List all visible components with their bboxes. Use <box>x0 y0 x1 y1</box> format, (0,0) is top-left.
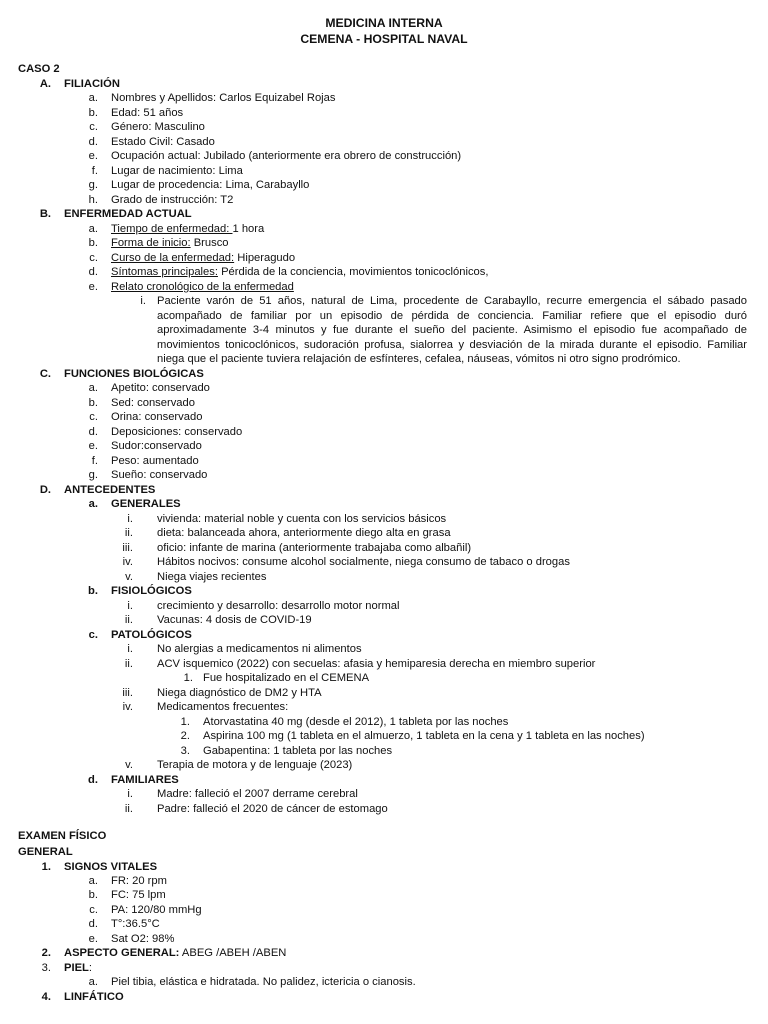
list-item: Niega viajes recientes <box>157 571 267 583</box>
list-item: Edad: 51 años <box>111 107 184 119</box>
list-item: Sed: conservado <box>111 397 195 409</box>
aspecto-general-line <box>64 946 286 960</box>
list-marker: i. <box>127 788 133 800</box>
list-item: Sueño: conservado <box>111 469 208 481</box>
list-marker: i. <box>127 513 133 525</box>
list-marker: iv. <box>122 701 133 713</box>
list-item: Lugar de procedencia: Lima, Carabayllo <box>111 179 310 191</box>
list-item: PA: 120/80 mmHg <box>111 904 202 916</box>
list-item: vivienda: material noble y cuenta con los servicios básicos <box>157 513 447 525</box>
list-item: No alergias a medicamentos ni alimentos <box>157 643 362 655</box>
list-item: Niega diagnóstico de DM2 y HTA <box>157 687 322 699</box>
list-item: Medicamentos frecuentes: <box>157 701 289 713</box>
list-marker: c. <box>89 252 98 264</box>
list-marker: g. <box>88 179 98 191</box>
item-label: Curso de la enfermedad: <box>111 252 235 264</box>
piel-line <box>64 961 92 975</box>
list-marker: a. <box>88 223 98 235</box>
list-marker: 3. <box>41 962 51 974</box>
list-marker: 1. <box>41 861 51 873</box>
list-marker: iii. <box>122 542 133 554</box>
list-marker: b. <box>88 889 98 901</box>
list-item: crecimiento y desarrollo: desarrollo motor normal <box>157 600 400 612</box>
list-marker: e. <box>88 281 98 293</box>
item-label: Tiempo de enfermedad: <box>111 223 233 235</box>
section-heading: EXAMEN FÍSICO <box>18 830 107 842</box>
document-title: MEDICINA INTERNA <box>325 16 443 30</box>
list-item: Gabapentina: 1 tableta por las noches <box>203 745 393 757</box>
item-value: Brusco <box>190 237 229 249</box>
list-marker: ii. <box>124 658 133 670</box>
section-heading: FILIACIÓN <box>64 78 120 90</box>
list-marker: ii. <box>124 803 133 815</box>
linfatico-heading: LINFÁTICO <box>64 991 124 1003</box>
list-marker: b. <box>88 237 98 249</box>
list-item: Fue hospitalizado en el CEMENA <box>203 672 370 684</box>
subsection-heading: FISIOLÓGICOS <box>111 585 192 597</box>
list-marker: g. <box>88 469 98 481</box>
item-colon: : <box>88 962 92 974</box>
list-item: Piel tibia, elástica e hidratada. No palidez, ictericia o cianosis. <box>111 976 416 988</box>
list-marker: 4. <box>41 991 51 1003</box>
list-item <box>111 236 229 250</box>
list-marker: f. <box>91 165 98 177</box>
case-title: CASO 2 <box>18 63 60 75</box>
list-item: Sat O2: 98% <box>111 933 175 945</box>
list-item: Estado Civil: Casado <box>111 136 215 148</box>
section-marker: A. <box>39 78 51 90</box>
list-marker: a. <box>88 976 98 988</box>
list-marker: iii. <box>122 687 133 699</box>
subsection-heading: GENERALES <box>111 498 181 510</box>
list-item: Aspirina 100 mg (1 tableta en el almuerzo, 1 tableta en la cena y 1 tableta en las noches) <box>203 730 645 742</box>
list-marker: a. <box>88 92 98 104</box>
list-marker: iv. <box>122 556 133 568</box>
item-label: Síntomas principales: <box>111 266 218 278</box>
list-item: T°:36.5°C <box>111 918 160 930</box>
subsection-marker: c. <box>88 629 98 641</box>
list-item: dieta: balanceada ahora, anteriormente diego alta en grasa <box>157 527 451 539</box>
list-marker: 1. <box>180 716 190 728</box>
list-marker: h. <box>88 194 98 206</box>
list-marker: f. <box>91 455 98 467</box>
list-marker: c. <box>89 411 98 423</box>
list-item: Nombres y Apellidos: Carlos Equizabel Rojas <box>111 92 336 104</box>
item-value: Hiperagudo <box>234 252 296 264</box>
list-marker: c. <box>89 904 98 916</box>
list-marker: e. <box>88 933 98 945</box>
list-item: Grado de instrucción: T2 <box>111 194 234 206</box>
subsection-heading: FAMILIARES <box>111 774 179 786</box>
list-item: FC: 75 lpm <box>111 889 166 901</box>
item-value: ABEG /ABEH /ABEN <box>179 947 287 959</box>
list-marker: i. <box>127 600 133 612</box>
list-marker: b. <box>88 397 98 409</box>
list-marker: ii. <box>124 614 133 626</box>
list-item: FR: 20 rpm <box>111 875 167 887</box>
section-heading: FUNCIONES BIOLÓGICAS <box>64 368 204 380</box>
subsection-heading: PATOLÓGICOS <box>111 629 192 641</box>
list-item <box>111 222 264 236</box>
section-heading: ENFERMEDAD ACTUAL <box>64 208 192 220</box>
item-label: PIEL <box>64 962 89 974</box>
list-marker: a. <box>88 875 98 887</box>
section-marker: D. <box>39 484 51 496</box>
list-marker: c. <box>89 121 98 133</box>
subsection-marker: d. <box>88 774 98 786</box>
list-item: Orina: conservado <box>111 411 203 423</box>
section-marker: C. <box>39 368 51 380</box>
list-marker: 2. <box>41 947 51 959</box>
list-item: Madre: falleció el 2007 derrame cerebral <box>157 788 358 800</box>
item-label: Relato cronológico de la enfermedad <box>111 281 294 293</box>
list-marker: d. <box>88 266 98 278</box>
list-marker: i. <box>140 295 146 307</box>
list-marker: e. <box>88 150 98 162</box>
list-marker: e. <box>88 440 98 452</box>
list-marker: d. <box>88 918 98 930</box>
item-label: Forma de inicio: <box>111 237 191 249</box>
list-marker: i. <box>127 643 133 655</box>
subsection-marker: b. <box>88 585 98 597</box>
list-marker: d. <box>88 426 98 438</box>
list-item: Peso: aumentado <box>111 455 199 467</box>
list-item: Hábitos nocivos: consume alcohol socialmente, niega consumo de tabaco o drogas <box>157 556 570 568</box>
list-marker: v. <box>125 571 133 583</box>
relato-paragraph: Paciente varón de 51 años, natural de Lima, procedente de Carabayllo, recurre emergencia el sábado pasado acompañado de familiar por un episodio de pérdida de conciencia. Familiar refiere que el episodio duró aproximadamente 3-4 minutos y fue durante el sueño del paciente. Asimismo el episodio fue acompañado de movimientos tonicoclónicos, sudoración profusa, sialorrea y desviación de la mirada durante el episodio. Familiar niega que el paciente tuviera relajación de esfínteres, cefalea, náuseas, vómitos ni otro signo prodrómico. <box>157 295 747 366</box>
list-marker: 2. <box>180 730 190 742</box>
section-marker: B. <box>39 208 51 220</box>
item-value: Pérdida de la conciencia, movimientos tonicoclónicos, <box>217 266 489 278</box>
subsection-heading: GENERAL <box>18 846 73 858</box>
list-item <box>111 265 488 279</box>
list-item: Lugar de nacimiento: Lima <box>111 165 243 177</box>
list-item: Ocupación actual: Jubilado (anteriormente era obrero de construcción) <box>111 150 462 162</box>
list-marker: d. <box>88 136 98 148</box>
subsection-marker: a. <box>88 498 98 510</box>
list-marker: v. <box>125 759 133 771</box>
list-item: Sudor:conservado <box>111 440 202 452</box>
list-marker: ii. <box>124 527 133 539</box>
document-subtitle: CEMENA - HOSPITAL NAVAL <box>300 32 468 46</box>
list-item: ACV isquemico (2022) con secuelas: afasia y hemiparesia derecha en miembro superior <box>157 658 596 670</box>
list-item <box>111 280 294 294</box>
list-item: Apetito: conservado <box>111 382 210 394</box>
list-item: Vacunas: 4 dosis de COVID-19 <box>157 614 312 626</box>
list-item: Padre: falleció el 2020 de cáncer de estomago <box>157 803 388 815</box>
list-marker: a. <box>88 382 98 394</box>
list-item: Terapia de motora y de lenguaje (2023) <box>157 759 353 771</box>
item-value: 1 hora <box>232 223 265 235</box>
list-item: Género: Masculino <box>111 121 205 133</box>
item-label: ASPECTO GENERAL: <box>64 947 180 959</box>
list-item <box>111 251 295 265</box>
list-item: oficio: infante de marina (anteriormente trabajaba como albañil) <box>157 542 472 554</box>
list-marker: 1. <box>183 672 193 684</box>
section-heading: ANTECEDENTES <box>64 484 156 496</box>
list-item: Atorvastatina 40 mg (desde el 2012), 1 tableta por las noches <box>203 716 509 728</box>
list-item: Deposiciones: conservado <box>111 426 243 438</box>
signos-vitales-heading: SIGNOS VITALES <box>64 861 158 873</box>
list-marker: b. <box>88 107 98 119</box>
list-marker: 3. <box>180 745 190 757</box>
